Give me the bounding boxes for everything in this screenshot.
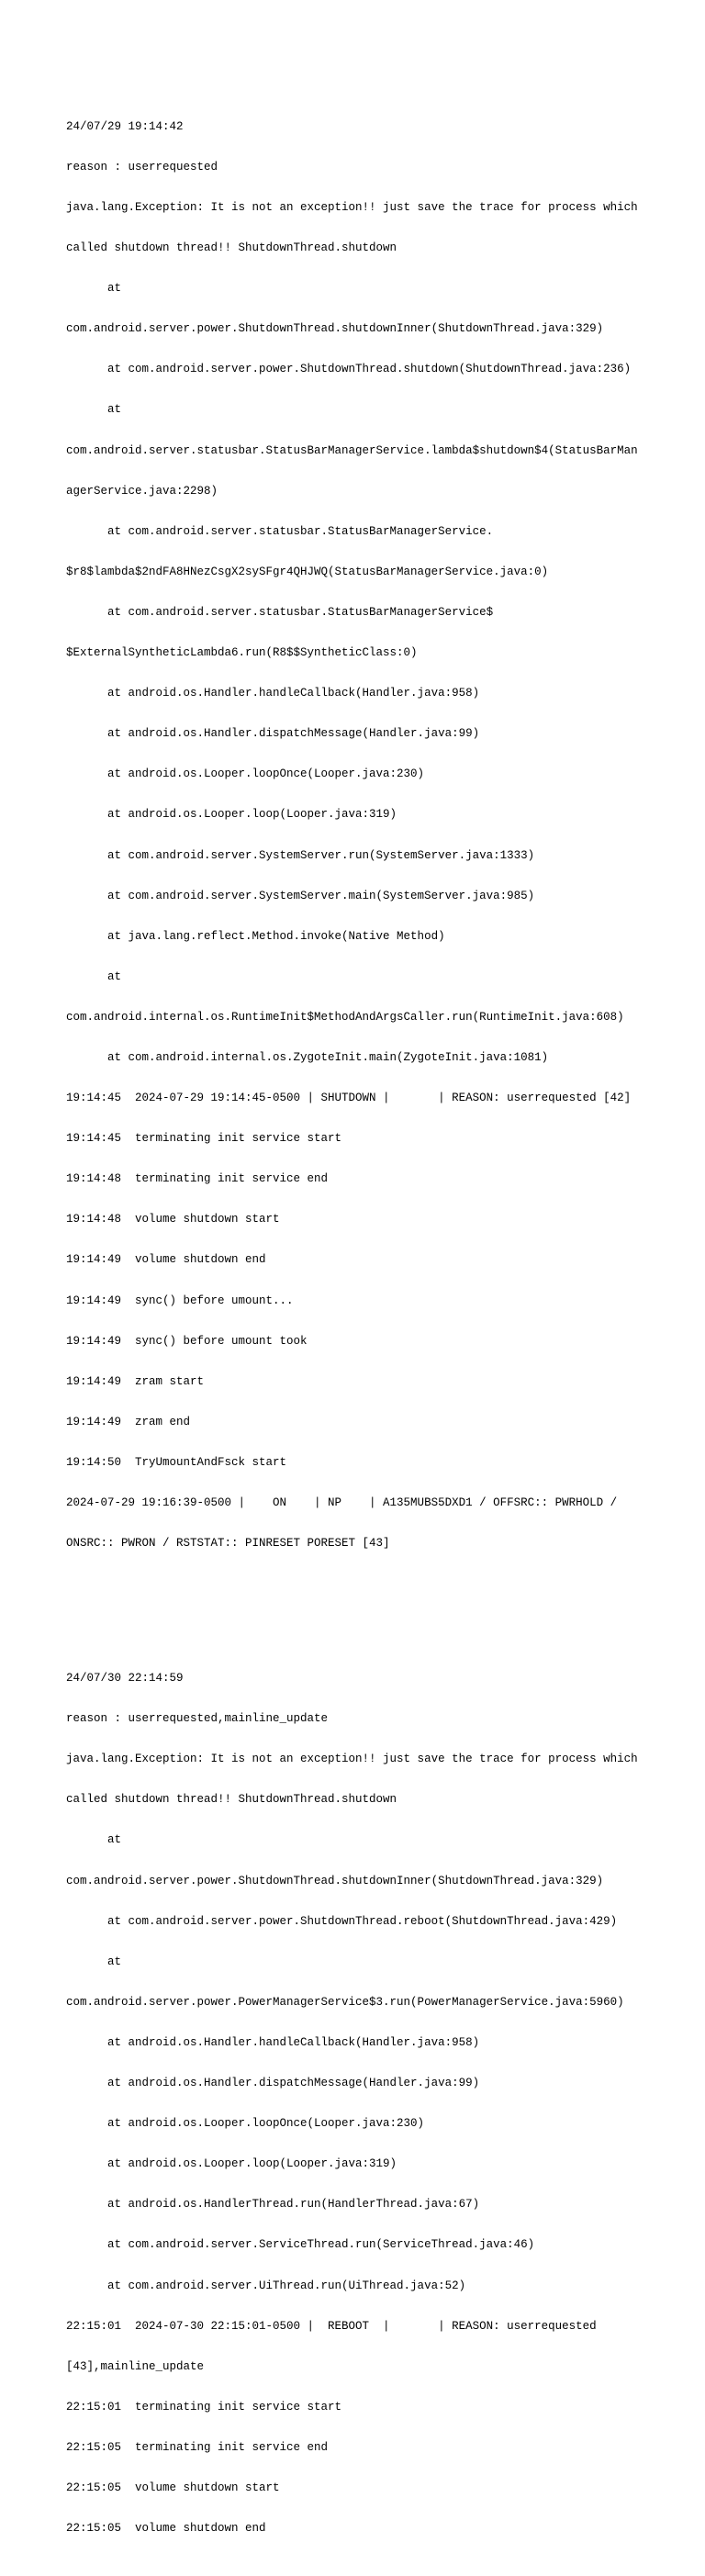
log-line: com.android.server.power.ShutdownThread.shutdownInner(ShutdownThread.java:329) <box>66 1874 604 1887</box>
log-line: at android.os.Looper.loopOnce(Looper.java:230) <box>66 767 425 781</box>
log-line: 19:14:48 volume shutdown start <box>66 1213 280 1226</box>
log-line: $ExternalSyntheticLambda6.run(R8$$SyntheticClass:0) <box>66 646 418 660</box>
log-line: [43],mainline_update <box>66 2359 205 2373</box>
log-line: at android.os.Handler.dispatchMessage(Handler.java:99) <box>66 727 480 741</box>
log-line: at com.android.server.SystemServer.run(SystemServer.java:1333) <box>66 848 535 862</box>
log-line: java.lang.Exception: It is not an exception!! just save the trace for process which <box>66 201 638 214</box>
log-line: at com.android.server.power.ShutdownThread.reboot(ShutdownThread.java:429) <box>66 1914 618 1928</box>
log-line: at <box>66 282 122 296</box>
log-line: 19:14:45 2024-07-29 19:14:45-0500 | SHUTDOWN | | REASON: userrequested [42] <box>66 1092 632 1105</box>
log-line: 24/07/30 22:14:59 <box>66 1672 184 1686</box>
log-line: at com.android.internal.os.ZygoteInit.main(ZygoteInit.java:1081) <box>66 1050 549 1064</box>
log-line: at com.android.server.SystemServer.main(SystemServer.java:985) <box>66 889 535 902</box>
log-line: at android.os.Handler.handleCallback(Handler.java:958) <box>66 687 480 700</box>
log-line: 22:15:05 volume shutdown start <box>66 2481 280 2494</box>
log-line: called shutdown thread!! ShutdownThread.shutdown <box>66 241 397 255</box>
log-line: 19:14:49 sync() before umount took <box>66 1334 308 1348</box>
log-line: at android.os.Looper.loop(Looper.java:319) <box>66 2157 397 2171</box>
log-block-2 <box>66 1645 654 2562</box>
log-line: at com.android.server.statusbar.StatusBarManagerService. <box>66 524 494 538</box>
log-line: 24/07/29 19:14:42 <box>66 119 184 133</box>
log-line: at <box>66 1954 122 1968</box>
log-line: com.android.internal.os.RuntimeInit$MethodAndArgsCaller.run(RuntimeInit.java:608) <box>66 1010 624 1024</box>
log-line: at com.android.server.UiThread.run(UiThread.java:52) <box>66 2279 466 2292</box>
log-line: 19:14:48 terminating init service end <box>66 1172 329 1186</box>
log-line: 19:14:49 zram end <box>66 1415 191 1428</box>
log-line: 19:14:50 TryUmountAndFsck start <box>66 1455 287 1469</box>
log-line: 22:15:01 terminating init service start <box>66 2400 342 2414</box>
log-line: reason : userrequested,mainline_update <box>66 1712 329 1726</box>
log-line: java.lang.Exception: It is not an exception!! just save the trace for process which <box>66 1753 638 1766</box>
log-line: com.android.server.power.ShutdownThread.shutdownInner(ShutdownThread.java:329) <box>66 322 604 336</box>
log-line: at java.lang.reflect.Method.invoke(Native Method) <box>66 929 445 943</box>
log-line: 19:14:49 sync() before umount... <box>66 1294 294 1307</box>
log-line: 22:15:01 2024-07-30 22:15:01-0500 | REBOOT | | REASON: userrequested <box>66 2319 597 2333</box>
log-line: at com.android.server.ServiceThread.run(ServiceThread.java:46) <box>66 2238 535 2252</box>
log-document <box>66 66 654 2576</box>
log-line: at com.android.server.power.ShutdownThread.shutdown(ShutdownThread.java:236) <box>66 363 632 376</box>
log-line: 19:14:45 terminating init service start <box>66 1132 342 1146</box>
log-line: at <box>66 403 122 417</box>
log-line: com.android.server.power.PowerManagerService$3.run(PowerManagerService.java:5960) <box>66 1995 624 2009</box>
log-line: 2024-07-29 19:16:39-0500 | ON | NP | A135MUBS5DXD1 / OFFSRC:: PWRHOLD / <box>66 1496 618 1509</box>
log-line: at android.os.Handler.handleCallback(Handler.java:958) <box>66 2035 480 2049</box>
log-line: reason : userrequested <box>66 160 218 174</box>
log-line: at <box>66 969 122 983</box>
log-line: $r8$lambda$2ndFA8HNezCsgX2sySFgr4QHJWQ(StatusBarManagerService.java:0) <box>66 565 549 578</box>
log-line: agerService.java:2298) <box>66 484 218 498</box>
log-line: 22:15:05 terminating init service end <box>66 2440 329 2454</box>
block-separator <box>66 1605 654 1618</box>
log-line: at <box>66 1833 122 1847</box>
log-line: ONSRC:: PWRON / RSTSTAT:: PINRESET PORESET [43] <box>66 1537 390 1551</box>
log-line: 19:14:49 volume shutdown end <box>66 1253 266 1267</box>
log-block-1 <box>66 93 654 1577</box>
log-line: called shutdown thread!! ShutdownThread.shutdown <box>66 1793 397 1807</box>
log-line: 22:15:05 volume shutdown end <box>66 2522 266 2536</box>
log-line: com.android.server.statusbar.StatusBarManagerService.lambda$shutdown$4(StatusBarMan <box>66 443 638 457</box>
log-line: at android.os.HandlerThread.run(HandlerThread.java:67) <box>66 2198 480 2212</box>
log-line: at android.os.Looper.loop(Looper.java:319) <box>66 808 397 822</box>
log-line: 19:14:49 zram start <box>66 1374 205 1388</box>
log-line: at android.os.Looper.loopOnce(Looper.java:230) <box>66 2117 425 2131</box>
log-line: at com.android.server.statusbar.StatusBarManagerService$ <box>66 605 494 619</box>
log-line: at android.os.Handler.dispatchMessage(Handler.java:99) <box>66 2077 480 2090</box>
